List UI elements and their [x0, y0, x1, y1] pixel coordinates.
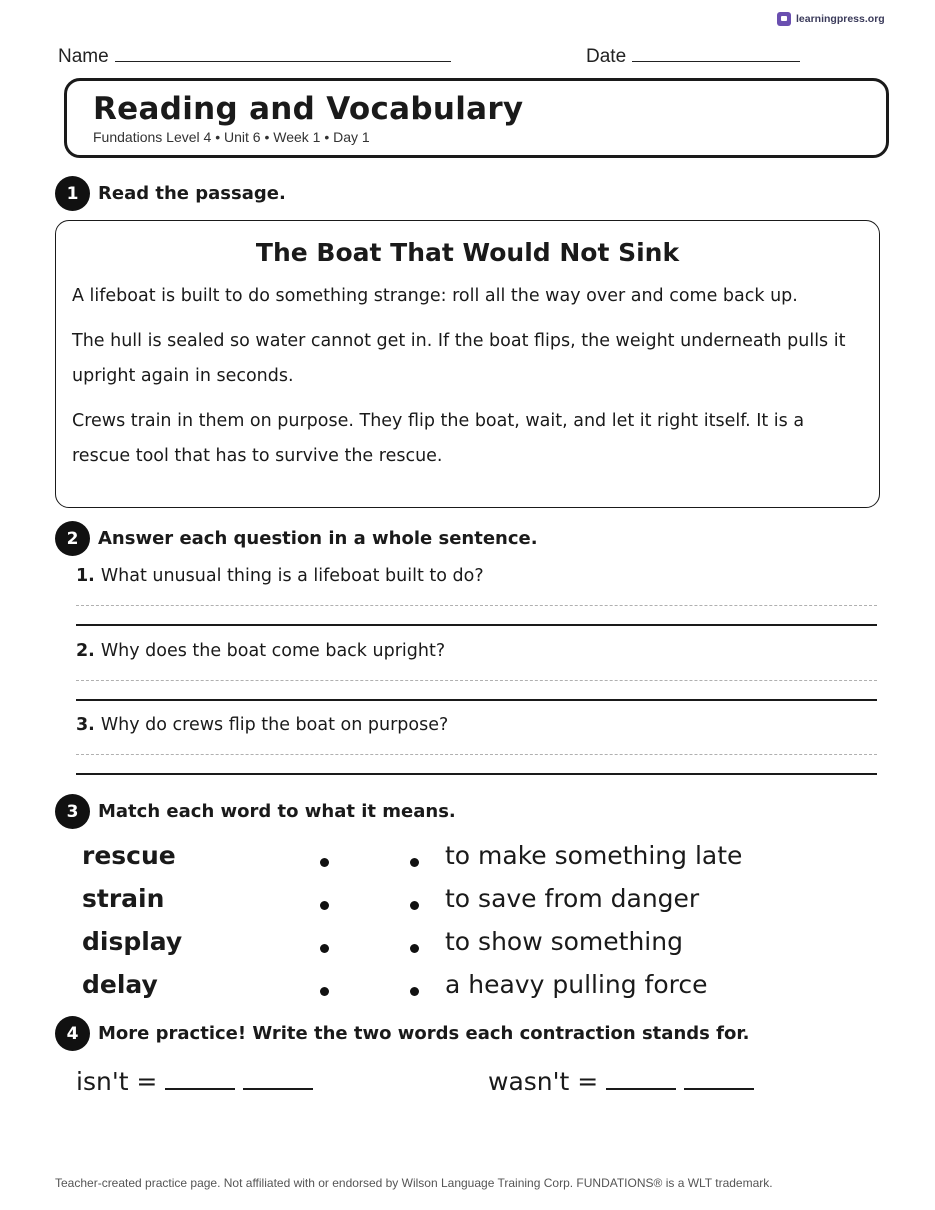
- match-dot-left[interactable]: [320, 901, 329, 910]
- footer-disclaimer: Teacher-created practice page. Not affiliated with or endorsed by Wilson Language Training Corp. FUNDATIONS® is a WLT trademark.: [55, 1176, 773, 1190]
- passage-paragraph: Crews train in them on purpose. They flip the boat, wait, and let it right itself. It is a rescue tool that has to survive the rescue.: [72, 411, 805, 466]
- question-text: Why does the boat come back upright?: [100, 641, 446, 661]
- match-dot-left[interactable]: [320, 987, 329, 996]
- passage-title: The Boat That Would Not Sink: [255, 238, 680, 267]
- date-line: [632, 48, 800, 62]
- question-2: [76, 641, 877, 701]
- match-dot-right[interactable]: [410, 987, 419, 996]
- title-box: [64, 78, 889, 158]
- match-row: [82, 927, 782, 970]
- passage-box: [55, 220, 880, 508]
- section-label: Answer each question in a whole sentence.: [98, 528, 538, 549]
- brand-text: learningpress.org: [796, 13, 885, 25]
- match-definition: to save from danger: [445, 884, 700, 913]
- name-field: [58, 46, 451, 68]
- contraction-text: wasn't =: [488, 1067, 599, 1096]
- question-number: 3.: [76, 715, 95, 735]
- section-number: 1: [55, 176, 90, 211]
- name-label: Name: [58, 46, 109, 67]
- section-4-header: [55, 1016, 749, 1051]
- match-word: display: [82, 927, 183, 956]
- date-label: Date: [586, 46, 627, 67]
- section-3-header: [55, 794, 456, 829]
- match-dot-left[interactable]: [320, 858, 329, 867]
- answer-line[interactable]: [76, 773, 877, 775]
- match-definition: to show something: [445, 927, 683, 956]
- section-number: 4: [55, 1016, 90, 1051]
- match-dot-right[interactable]: [410, 901, 419, 910]
- answer-guide-line: [76, 605, 877, 606]
- question-1: [76, 566, 877, 626]
- brand-logo: [777, 12, 885, 26]
- section-label: Read the passage.: [98, 183, 286, 204]
- answer-blank[interactable]: [684, 1066, 754, 1090]
- contraction-item: [488, 1066, 754, 1096]
- match-row: [82, 841, 782, 884]
- question-number: 2.: [76, 641, 95, 661]
- question-text: Why do crews flip the boat on purpose?: [100, 715, 449, 735]
- passage-paragraph: A lifeboat is built to do something strange: roll all the way over and come back up.: [72, 286, 798, 306]
- section-number: 2: [55, 521, 90, 556]
- match-word: rescue: [82, 841, 176, 870]
- section-label: Match each word to what it means.: [98, 801, 456, 822]
- match-definition: a heavy pulling force: [445, 970, 708, 999]
- match-word: strain: [82, 884, 165, 913]
- answer-blank[interactable]: [165, 1066, 235, 1090]
- answer-guide-line: [76, 754, 877, 755]
- match-row: [82, 884, 782, 927]
- date-field: [586, 46, 800, 68]
- question-text: What unusual thing is a lifeboat built to do?: [100, 566, 484, 586]
- section-label: More practice! Write the two words each contraction stands for.: [98, 1023, 750, 1044]
- question-3: [76, 715, 877, 775]
- page-title: Reading and Vocabulary: [93, 91, 524, 127]
- answer-guide-line: [76, 680, 877, 681]
- match-dot-left[interactable]: [320, 944, 329, 953]
- section-1-header: [55, 176, 286, 211]
- contraction-text: isn't =: [76, 1067, 158, 1096]
- section-2-header: [55, 521, 538, 556]
- match-dot-right[interactable]: [410, 944, 419, 953]
- name-line: [115, 48, 451, 62]
- match-row: [82, 970, 782, 1013]
- matching-exercise: [82, 841, 782, 1013]
- match-definition: to make something late: [445, 841, 743, 870]
- passage-paragraph: The hull is sealed so water cannot get in. If the boat flips, the weight underneath pulls it upright again in seconds.: [72, 331, 846, 386]
- match-dot-right[interactable]: [410, 858, 419, 867]
- book-icon: [777, 12, 791, 26]
- answer-blank[interactable]: [606, 1066, 676, 1090]
- answer-line[interactable]: [76, 624, 877, 626]
- section-number: 3: [55, 794, 90, 829]
- page-subtitle: Fundations Level 4 • Unit 6 • Week 1 • Day 1: [93, 129, 370, 145]
- match-word: delay: [82, 970, 158, 999]
- question-number: 1.: [76, 566, 95, 586]
- answer-line[interactable]: [76, 699, 877, 701]
- answer-blank[interactable]: [243, 1066, 313, 1090]
- contraction-item: [76, 1066, 313, 1096]
